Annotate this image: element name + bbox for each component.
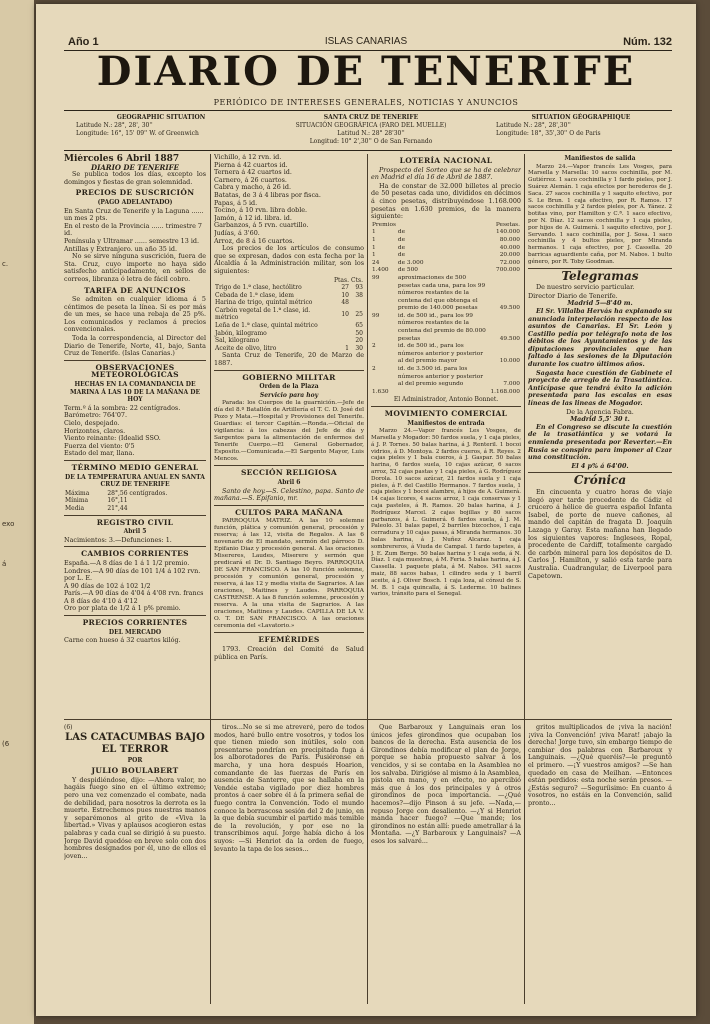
paper-name: DIARIO DE TENERIFE — [91, 162, 179, 172]
market-prices-heading: PRECIOS CORRIENTES — [82, 618, 188, 628]
worship-heading: CULTOS PARA MAÑANA — [235, 507, 343, 517]
issue-number: Núm. 132 — [623, 36, 672, 48]
lottery-heading: LOTERÍA NACIONAL — [399, 156, 493, 165]
feuilleton — [64, 719, 672, 860]
masthead — [36, 4, 696, 154]
ads-heading: TARIFA DE ANUNCIOS — [84, 285, 186, 295]
geo-situation-left: GEOGRAPHIC SITUATION Latitude N.: 28°, 28', 30'' Longitude: 16°, 15' 09'' W. of Greenwich — [76, 114, 206, 137]
commerce-heading: MOVIMIENTO COMERCIAL — [384, 409, 508, 418]
geo-situation-right: SITUATION GÉOGRAPHIQUE Latitude N.: 28°, 28',30'' Longitude: 18°, 35',30'' O de Paris — [496, 114, 631, 137]
ephemerides-heading: EFEMÉRIDES — [258, 635, 320, 645]
civil-registry-heading: REGISTRO CIVIL — [96, 517, 174, 527]
exchange-heading: CAMBIOS CORRIENTES — [81, 549, 189, 559]
temperature-table: Máxima 28°,56 centígrados. Mínima 16°,11 Media 21°,44 — [65, 489, 168, 512]
military-government-heading: GOBIERNO MILITAR — [242, 372, 336, 382]
temperature-heading: TÉRMINO MEDIO GENERAL — [71, 462, 199, 472]
geo-situation-center: SANTA CRUZ DE TENERIFE SITUACIÓN GEOGRÁFICA (FARO DEL MUELLE) Latitud N.: 28° 28'30'' Longitud: 10° 2',30'' O de San Fernando — [295, 114, 447, 145]
religious-section-heading: SECCIÓN RELIGIOSA — [240, 468, 338, 478]
feuilleton-col-4: gritos multiplicados de ¡viva la nación! ¡viva la Convención! ¡viva Marat! ¡abajo la derecha! Jorge tuvo, sin embargo tiempo de cambiar dos palabras con Barbaroux y Languinais. —¿Qué queréis?—le preguntó el primero. —¡Y vuestros amigos? —Se han quedado en casa de Meilhan. —Entonces están perdidos: esta noche serán presos. —¿Estás seguro? —Seguríisimo: En cuanto á vosotros, no estáis en la Convención, salid pronto... — [528, 724, 672, 807]
feuilleton-col-3: Que Barbaroux y Languinais eran los únicos jefes girondinos que ocupaban los bancos de la derecha. Esta ausencia de los Girondinos debía modificar el plan de Jorge, porque se había propuesto salvar á los vencidos, y si se contaba en la Asamblea no los salvaba. Dirigióse al mismo á la Asamblea, pistola en mano, y en efecto, no apercibió más que á los dos principales y á otros girondinos de poca importancia. —¿Qué hacemos?—dijo Pinson á su jefe. —Nada,—repuso Jorge con desaliento. —¿Y si Henriot manda hacer fuego? —Que mande; los girondinos no están allí: puede ametrallar á la Montaña. —¿Y Barbaroux y Languinais? —A esos los salvaré... — [371, 724, 521, 845]
departures-heading: Manifiestos de salida — [564, 155, 636, 162]
feuilleton-col-2: tiros...No se si me atreveré, pero de todos modos, haré bullo entre vosotros, y todos los que tienen miedo son inútiles, solo con presentarse pondrían en precipitada fuga á los alborotadores de París. Pusiéronse en marcha, y una hora después Hoarion, comandante de las fuerzas de París en ausencia de Santerre, que se hallaba en la Vendée estaba vigilado por diez hombres prontos á caer sobre él á la primera señal de fuego contra la Convención. Todo el mundo conoce la borrascosa sesión del 2 de junio, en la que debía sucumbir el partido más temible de la revolución, y por ese no la transcribimos aquí. Jorge había dicho á los suyos: —Si Henriot da la orden de fuego, levanto la tapa de los sesos... — [214, 724, 364, 853]
chronicle-heading: Crónica — [573, 473, 627, 488]
previous-page-edge: c. exo á (6 — [0, 0, 34, 1024]
weather-heading: OBSERVACIONES METEOROLÓGICAS — [91, 362, 179, 380]
issue-date: Miércoles 6 Abril 1887 — [64, 154, 180, 164]
feuilleton-col-1: (6) LAS CATACUMBAS BAJO EL TERROR POR JULIO BOULABERT Y despidiéndose, dijo: —Ahora valor, no hagáis fuego sino en el último extremo; pero una vez comenzado el combate, nada de debilidad, para nosotros la derrota es la muerte. Estrechemos pues nuestras manos y separémonos al grito de «Viva la libertad.» Vivas y aplausos acogieron estas palabras y cada cual se dirigió á su puesto. Jorge David quedóse en breve solo con dos hombres designados por él, uno de ellos el joven... — [64, 724, 206, 860]
newspaper-title: DIARIO DE TENERIFE — [96, 48, 636, 95]
place-label: ISLAS CANARIAS — [324, 36, 408, 47]
lottery-prizes-table: Premios Pesetas. 1 de 140.000 1 de 80.000 1 de 40.000 1 de 20.000 24 de 3.000 72.000 1.400 de 500 700.000 99 aproximaciones de 500 pesetas cada una, para los 99 números restantes de la centena del que obtenga el premio de 140.000 pesetas 49.500 99 id. de 500 id., para los 99 números restantes de la centena del premio de 80.000 pesetas 49.500 2 id. de 500 id., para los números anterior y posterior al del premio mayor 10.000 2 id. de 3.500 id. para los números anterior y posterior al del premio segundo 7.000 1.630 1.168.000 — [372, 221, 520, 395]
telegrams-heading: Telegramas — [561, 268, 639, 283]
columns — [64, 154, 672, 1004]
subscription-heading: PRECIOS DE SUSCRICIÓN — [75, 188, 195, 198]
intro-text: Se publica todos los días, excepto los domingos y fiestas de gran solemnidad. — [64, 170, 206, 186]
divider — [64, 110, 672, 111]
year-label: Año 1 — [68, 36, 99, 48]
column-2: Vichillo, á 12 rvn. id. Pierna á 42 cuartos id. Ternera á 42 cuartos id. Carnero, á 26 cuartos. Cabra y macho, á 26 id. Batatas, de 3 á 4 libras por fisca. Papas, á 5 id. Tocino, á 10 rvn. libra doble. Jamón, á 12 id. libra. id. Garbanzos, á 5 rvn. cuartillo. Judías, á 3'60. Arroz, de 8 á 16 cuartos. Los precios de los artículos de consumo que se expresan, dados con esta fecha por la Alcaldía á la Administración militar, son los siguientes: Ptas. Cts. Trigo de 1.ª clase, hectólitro 27 93 Cebada de 1.ª clase, idem 10 38 Harina de trigo, quintal métrico 48 Carbón vegetal de 1.ª clase, id. métrico 10 25 Leña de 1.ª clase, quintal métrico 65 Jabón, kilogramo 50 Sal, kilogramo 20 Aceite de olivo, litro 1 30 Santa Cruz de Tenerife, 20 de Marzo de 1887. GOBIERNO MILITAR Orden de la Plaza Servicio para hoy Parada: los Cuerpos de la guarnición.—Jefe de día del 8.º Batallón de Artillería el T. C. D. José del Pozo y Mata.—Hospital y Provisiones del Tenerife. Guardias: el tercer Capitán.—Ronda.—Oficial de vigilancia: á los cabezas del Jefe de día y Sargentos para la alimentación de enfermos del Tenerife Cuerpo.—El General Gobernador, Esposito.—Comunicada.—El Sargento Mayor, Luis Mencos. SECCIÓN RELIGIOSA Abril 6 Santo de hoy.—S. Celestino, papa. Santo de mañana.—S. Epifanio, mr. CULTOS PARA MAÑANA PARROQUIA MATRIZ. A las 10 solemne función, plática y comunión general, procesión y reserva; á las 12, visita de Regalos. A las 6 novenario de El mandato, sermón del párroco D. Epifanio Diaz y procesión general. A las oraciones Misereres, Laudes, Miserere y sermón que predicará el Dr. D. Santiago Beyro. PARROQUIA DE SAN FRANCISCO. A las 10 función solemne, procesión y comunión general, procesión y reserva, á las 12 y media visita de Sagrarios. A las oraciones, Maitines y Laudes. PARROQUIA CASTRENSE. A las 8 función solemne, procesión y reserva. A la una visita de Sagrarios. A las oraciones, Maitines y Laudes. CAPILLA DE LA V. O. T. DE SAN FRANCISCO. A las oraciones ceremonia del «Lavatorio.» EFEMÉRIDES 1793. Creación del Comité de Salud pública en París. — [214, 154, 364, 661]
feuilleton-author: JULIO BOULABERT — [91, 766, 179, 776]
column-4: Manifiestos de salida Marzo 24.—Vapor francés Les Vosges, para Marsella y Marsella: 10 sacos cochinilla, por M. Gutiérrez. 1 saco cochinilla y 1 fardo pieles, por J. Suárez Alemán. 1 caja efectos por herederos de J. Saca. 27 sacos cochinilla y 1 saquito efectivo, por S. Le Brun. 1 caja efectivo, por R. Ramos. 17 sacos cochinilla y 2 fardos pieles, por A. Yánez. 2 botitas vino, por Hamilton y C.ª. 1 saco efectivo, por N. Díaz. 12 sacos cochinilla y 1 caja pieles, por hijos de A. Guimerá. 1 saquito efectivo, por J. Servando. 1 saco cochinilla, por J. Sosa. 1 saco cochinilla y 4 bultos pieles, por Miranda hermanos. 1 caja efectivo, por J. Cassella. 20 barricas aguardiente caña, por M. Nabos. 1 bulto género, por R. Toby Goodman. Telegramas De nuestro servicio particular. Director Diario de Tenerife. Madrid 5—8'40 m. El Sr. Villalba Hervás ha explanado su anunciada interpelación respecto de los asuntos de Canarias. El Sr. León y Castillo pedía por telégrafo nota de los débitos de los Ayuntamientos y de las diputaciones provinciales que han faltado á las sesiones de la Diputación durante los cuatro últimos años. Sagasta hace cuestión de Gabinete el proyecto de arreglo de la Trasatlántica. Anticípase que tendrá éxito la adición presentada para las escalas en esas líneas de las lineas de Mogador. De la Agencia Fabra. Madrid 5,5' 30 t. En el Congreso se discute la cuestión de la trasatlántica y se votará la enmienda presentada por Reverter.—En Rusia se conspira para imponer al Czar una constitución. El 4 p% á 64'00. Crónica En cincuenta y cuatro horas de viaje llegó ayer tarde procedente de Cádiz el crucero á hélice de guerra español Infanta Isabel, de porte de nueve cañones, al mando del capitán de fragata D. Joaquín Lazaga y Garay. Esta mañana han llegado los siguientes vapores: Inglesees, Ropal, procedente de Cardiff, totalmente cargado de carbón mineral para los depósitos de D. Carlos J. Hamilton, y salió esta tarde para Australia. Cuadrangular, de Liverpool para Capetown. — [528, 155, 672, 580]
supplies-table: Ptas. Cts. Trigo de 1.ª clase, hectólitro 27 93 Cebada de 1.ª clase, idem 10 38 Harina de trigo, quintal métrico 48 Carbón vegetal de 1.ª clase, id. métrico 10 25 Leña de 1.ª clase, quintal métrico 65 Jabón, kilogramo 50 Sal, kilogramo 20 Aceite de olivo, litro 1 30 — [215, 276, 363, 352]
newspaper-subtitle: PERIÓDICO DE INTERESES GENERALES, NOTICIAS Y ANUNCIOS — [213, 98, 519, 107]
divider — [64, 150, 672, 151]
feuilleton-title: LAS CATACUMBAS BAJO EL TERROR — [65, 731, 205, 755]
newspaper-page — [36, 4, 696, 1016]
column-3: LOTERÍA NACIONAL Prospecto del Sorteo que se ha de celebrar en Madrid el día 16 de Abril de 1887. Ha de constar de 32.000 billetes al precio de 50 pesetas cada uno, divididos en décimos á cinco pesetas, distribuyéndose 1.168.000 pesetas en 1.630 premios, de la manera siguiente: Premios Pesetas. 1 de 140.000 1 de 80.000 1 de 40.000 1 de 20.000 24 de 3.000 72.000 1.400 de 500 700.000 99 aproximaciones de 500 pesetas cada una, para los 99 números restantes de la centena del que obtenga el premio de 140.000 pesetas 49.500 99 id. de 500 id., para los 99 números restantes de la centena del premio de 80.000 pesetas 49.500 2 id. de 500 id., para los números anterior y posterior al del premio mayor 10.000 2 id. de 3.500 id. para los números anterior y posterior al del premio segundo 7.000 1.630 1.168.000 El Administrador, Antonio Bonnet. MOVIMIENTO COMERCIAL Manifiestos de entrada Marzo 24.—Vapor francés Les Vosges, de Marsella y Mogador: 50 fardos suela, y 1 caja pieles, á J. P. Tornes. 50 balas harina, á J. Renteril. 1 bocoi vidrios, á D. Montoya. 2 fardos cueros, á R. Reyes. 2 cajas pieles y 1 bala cueros, á J. Gaspar. 50 balas harina, 6 fardos suela, 10 cajas azúcar, 6 sacos arroz, 52 cajas pastas y 1 caja pieles, á G. Rodríguez Dorola. 10 sacos azúcar, 21 fardos suela y 1 caja pieles, á F. del Castillo Hermanos. 7 fardos suela, 1 caja pieles y 1 bocoi alambre, á hijos de A. Guimerá. 14 cajas licores, 4 sacos arroz, 1 caja conservas y 1 caja pasteles, á R. Ramos. 20 balas harina, á J. Rodríguez Marcel. 2 cajas bojillas y 80 sacos garbanzos, á L. Guimerá. 6 fardos suela, á J. M. Paleolo. 31 balas papel, 2 barriles bizcochos, 1 caja cerradura y 10 cajas pasas, á Miranda hermanos. 30 balas harina, á J. Nuñez Alcaraz. 1 caja sombrereros, á Viuda de Campal. 1 fardo tapetes, á J. E. Zum Berge. 50 balas harina y 1 caja seda, á N. Díaz. 1 caja muestras, á M. Feria. 5 balas harina, á J. Cassella. 1 paquete plata, á M. Nabos. 341 sacos maiz, 88 sacos habas, 1 cilindro seda y 1 barril aceite, á J. Oliver Bosch. 1 caja loza, al cónsul de S. M. B. 1 caja quincalla, á S. Lederme. 10 balines varios, tránsito para el Senegal. — [371, 156, 521, 598]
column-1: Miércoles 6 Abril 1887 DIARIO DE TENERIFE Se publica todos los días, excepto los domingos y fiestas de gran solemnidad. PRECIOS DE SUSCRICIÓN (PAGO ADELANTADO) En Santa Cruz de Tenerife y la Laguna ...... un mes 2 pts. En el resto de la Provincia ...... trimestre 7 id. Península y Ultramar ...... semestre 13 id. Antillas y Extranjero. un año 35 id. No se sirve ninguna suscrición, fuera de Sta. Cruz, cuyo importe no haya sido satisfecho anticipadamente, en sellos de correos, libranza ó letra de fácil cobro. TARIFA DE ANUNCIOS Se admiten en cualquier idioma á 5 céntimos de peseta la línea. Si es por más de un mes, se hace una rebaja de 25 p%. Los comunicados y reclamos á precios convencionales. Toda la correspondencia, al Director del Diario de Tenerife, Norte, 41, bajo, Santa Cruz de Tenerife. (Islas Canarias.) OBSERVACIONES METEOROLÓGICAS HECHAS EN LA COMANDANCIA DE MARINA Á LAS 10 DE LA MAÑANA DE HOY Term.º á la sombra: 22 centígrados. Barómetro: 764'07. Cielo, despejado. Horizontes, claros. Viento reinante: (Idealid SSO. Fuerza del viento: 0'5 Estado del mar, llana. TÉRMINO MEDIO GENERAL DE LA TEMPERATURA ANUAL EN SANTA CRUZ DE TENERIFE Máxima 28°,56 centígrados. Mínima 16°,11 Media 21°,44 REGISTRO CIVIL Abril 5 Nacimientos: 3.—Defunciones: 1. CAMBIOS CORRIENTES España.—A 8 días de 1 á 1 1/2 premio. Londres.—A 90 días de 101 1/4 á 102 rvn. por L. E. A 90 días de 102 á 102 1/2 París.—A 90 días de 4'04 á 4'08 rvn. francs A 8 días de 4'10 á 4'12 Oro por plata de 1/2 á 1 p% premio. PRECIOS CORRIENTES DEL MERCADO Carne con hueso á 32 cuartos kilóg. — [64, 154, 206, 645]
